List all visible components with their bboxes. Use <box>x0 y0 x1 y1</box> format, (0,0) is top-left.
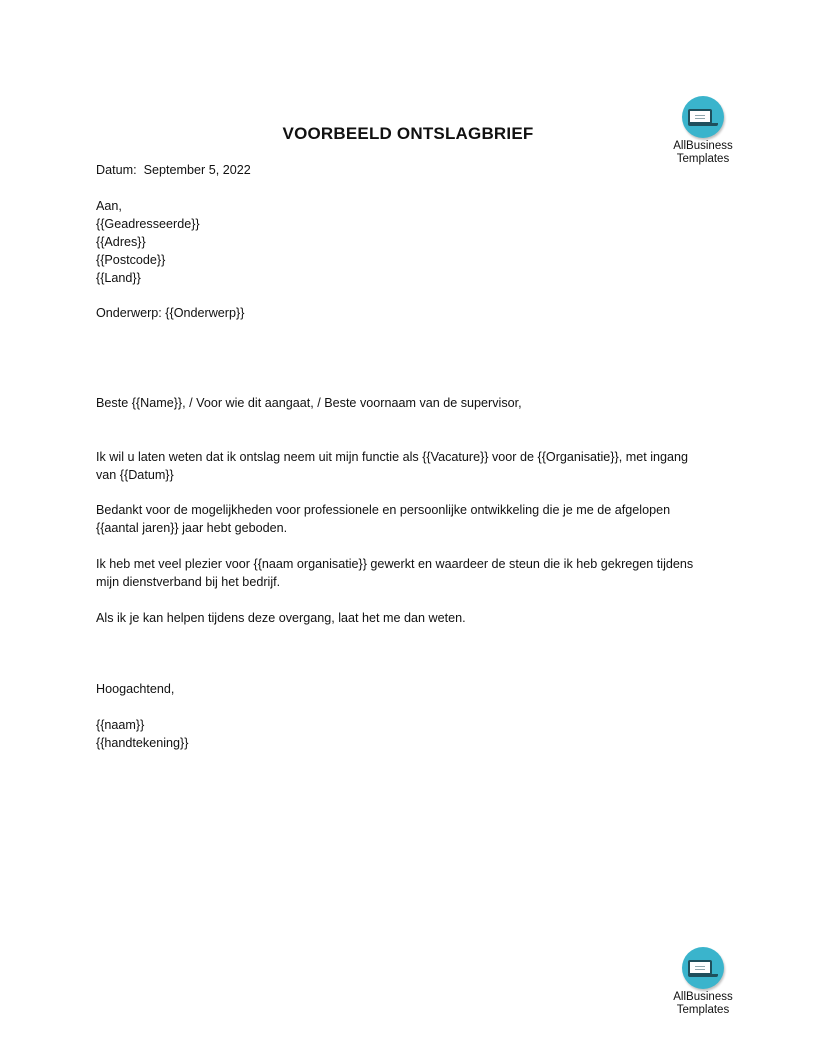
recipient-block <box>96 197 746 287</box>
closing: Hoogachtend, <box>96 682 175 696</box>
paragraph-line: Ik heb met veel plezier voor {{naam organisatie}} gewerkt en waardeer de steun die ik heb gekregen tijdens <box>96 557 694 571</box>
recipient-label: Aan, <box>96 199 122 213</box>
address-line: {{Postcode}} <box>96 253 166 267</box>
logo-line-1: AllBusiness <box>673 991 733 1003</box>
logo-line-1: AllBusiness <box>673 140 733 152</box>
date-label: Datum: <box>96 163 137 177</box>
signature-block <box>96 716 746 752</box>
address-line: {{Land}} <box>96 271 141 285</box>
paragraph-1 <box>96 448 746 484</box>
paragraph-line: Bedankt voor de mogelijkheden voor professionele en persoonlijke ontwikkeling die je me de afgelopen <box>96 503 671 517</box>
paragraph-line: van {{Datum}} <box>96 468 174 482</box>
paragraph-line: mijn dienstverband bij het bedrijf. <box>96 575 281 589</box>
paragraph-line: Ik wil u laten weten dat ik ontslag neem uit mijn functie als {{Vacature}} voor de {{Organisatie}}, met ingang <box>96 450 689 464</box>
paragraph-4: Als ik je kan helpen tijdens deze overgang, laat het me dan weten. <box>96 611 466 625</box>
subject-line: Onderwerp: {{Onderwerp}} <box>96 306 245 320</box>
paragraph-3 <box>96 555 746 591</box>
date-line <box>96 161 746 179</box>
address-line: {{Adres}} <box>96 235 146 249</box>
date-value: September 5, 2022 <box>143 163 251 177</box>
logo-line-2: Templates <box>676 153 730 165</box>
signature-name: {{naam}} <box>96 718 145 732</box>
letter-title: VOORBEELD ONTSLAGBRIEF <box>282 124 534 143</box>
paragraph-2 <box>96 501 746 537</box>
laptop-icon <box>682 947 724 989</box>
logo-bottom <box>658 947 748 1017</box>
address-line: {{Geadresseerde}} <box>96 217 200 231</box>
logo-text <box>658 991 748 1017</box>
salutation: Beste {{Name}}, / Voor wie dit aangaat, / Beste voornaam van de supervisor, <box>96 396 522 410</box>
paragraph-line: {{aantal jaren}} jaar hebt geboden. <box>96 521 288 535</box>
signature-handtekening: {{handtekening}} <box>96 736 189 750</box>
logo-line-2: Templates <box>676 1004 730 1016</box>
